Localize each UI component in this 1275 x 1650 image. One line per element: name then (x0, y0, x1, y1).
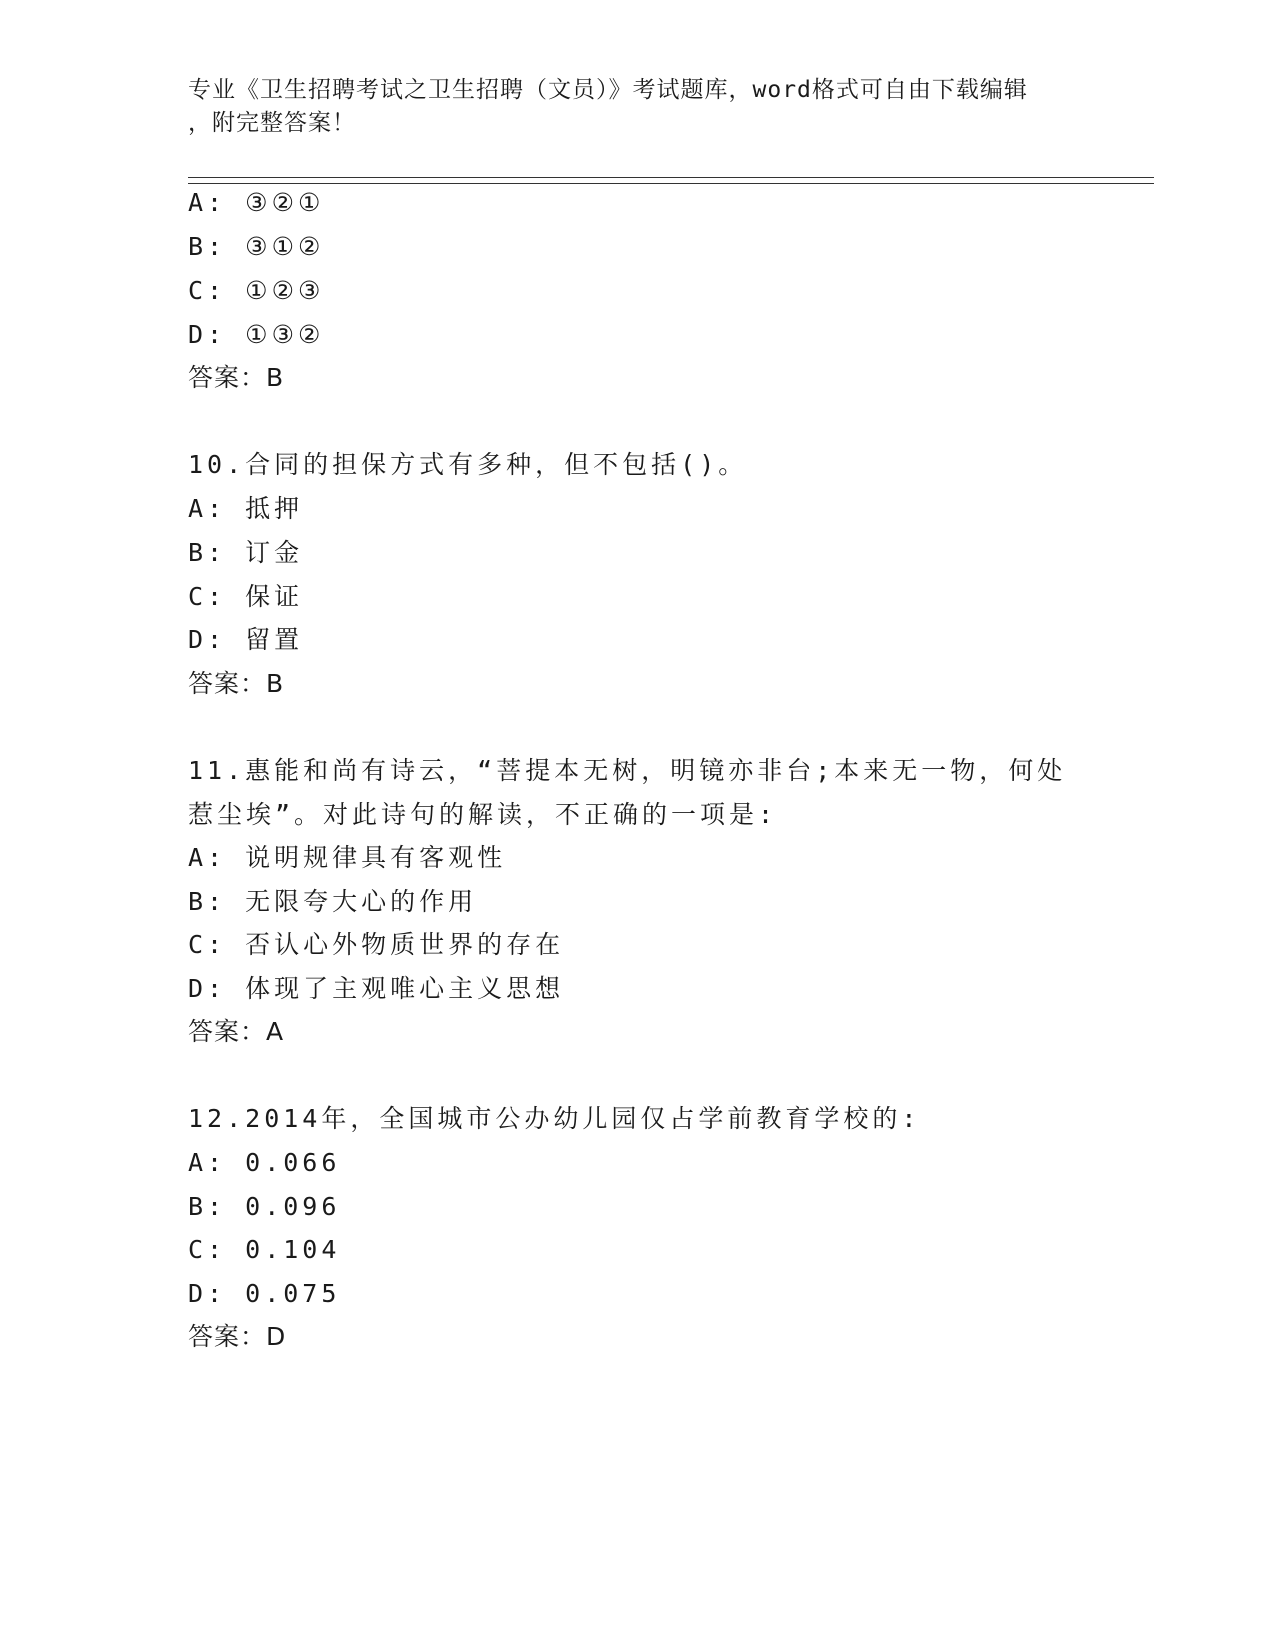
q12-option-b: B: 0.096 (188, 1192, 341, 1221)
q11-option-b: B: 无限夸大心的作用 (188, 887, 478, 916)
q11-answer: 答案：A (188, 1017, 285, 1046)
q9-option-b: B: ③①② (188, 232, 325, 261)
q9-option-c: C: ①②③ (188, 276, 325, 305)
header-line-1: 专业《卫生招聘考试之卫生招聘（文员）》考试题库，word格式可自由下载编辑 (188, 77, 1028, 103)
document-header (188, 74, 1088, 140)
q11-option-c: C: 否认心外物质世界的存在 (188, 930, 565, 959)
q10-option-a: A: 抵押 (188, 494, 304, 523)
q11-option-d: D: 体现了主观唯心主义思想 (188, 974, 565, 1003)
q9-option-a: A: ③②① (188, 188, 325, 217)
q12-option-c: C: 0.104 (188, 1235, 341, 1264)
q11-stem-line-2: 惹尘埃”。对此诗句的解读，不正确的一项是: (188, 800, 778, 829)
q10-option-b: B: 订金 (188, 538, 304, 567)
q10-answer: 答案：B (188, 669, 285, 698)
q10-option-c: C: 保证 (188, 582, 304, 611)
q10-option-d: D: 留置 (188, 625, 304, 654)
q12-option-d: D: 0.075 (188, 1279, 341, 1308)
q11-stem-line-1: 11.惠能和尚有诗云，“菩提本无树，明镜亦非台;本来无一物，何处 (188, 756, 1067, 785)
header-line-2: ，附完整答案！ (188, 110, 356, 136)
header-divider (188, 177, 1154, 184)
q9-answer: 答案：B (188, 363, 285, 392)
q12-option-a: A: 0.066 (188, 1148, 341, 1177)
q10-stem: 10.合同的担保方式有多种，但不包括()。 (188, 450, 748, 479)
q12-answer: 答案：D (188, 1322, 287, 1351)
q11-option-a: A: 说明规律具有客观性 (188, 843, 507, 872)
q12-stem: 12.2014年，全国城市公办幼儿园仅占学前教育学校的: (188, 1104, 921, 1133)
q9-option-d: D: ①③② (188, 320, 325, 349)
